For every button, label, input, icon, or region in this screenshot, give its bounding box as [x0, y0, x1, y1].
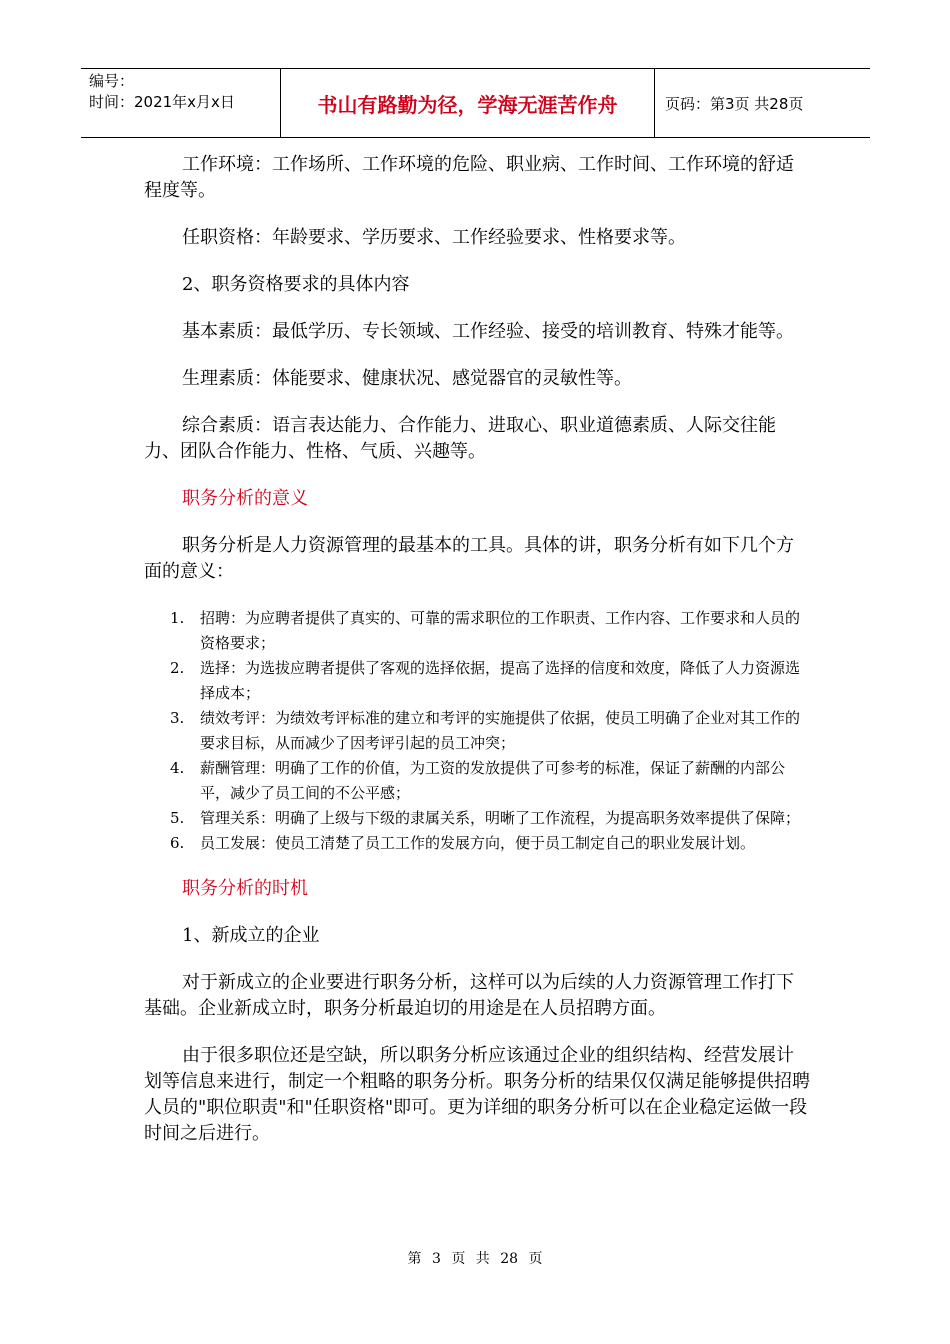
list-item: [144, 806, 810, 831]
page-label: 页码：第3页 共28页: [665, 94, 804, 113]
list-text: 员工发展：使员工清楚了员工工作的发展方向，便于员工制定自己的职业发展计划。: [200, 834, 756, 852]
list-text: 绩效考评：为绩效考评标准的建立和考评的实施提供了依据，使员工明确了企业对其工作的要求目标，从而减少了因考评引起的员工冲突；: [200, 709, 801, 752]
document-body: [144, 152, 810, 1168]
list-number: 6.: [170, 834, 185, 852]
list-text: 选择：为选拔应聘者提供了客观的选择依据，提高了选择的信度和效度，降低了人力资源选择成本；: [200, 659, 801, 702]
paragraph: 任职资格：年龄要求、学历要求、工作经验要求、性格要求等。: [182, 227, 686, 248]
list-number: 2.: [170, 659, 185, 677]
paragraph: 职务分析是人力资源管理的最基本的工具。具体的讲，职务分析有如下几个方面的意义：: [144, 535, 794, 582]
list-number: 5.: [170, 809, 185, 827]
footer-page-number: 3: [431, 1251, 441, 1267]
list-item: [144, 706, 810, 756]
header-left-cell: [81, 69, 281, 137]
footer-text: 共: [475, 1251, 490, 1267]
section-heading: 职务分析的意义: [182, 488, 308, 509]
list-number: 1.: [170, 609, 185, 627]
paragraph: 工作环境：工作场所、工作环境的危险、职业病、工作时间、工作环境的舒适程度等。: [144, 154, 794, 201]
header-table: [81, 68, 870, 138]
footer-text: 页: [528, 1251, 543, 1267]
paragraph: 2、职务资格要求的具体内容: [182, 274, 410, 295]
footer-text: 页: [451, 1251, 466, 1267]
paragraph: 对于新成立的企业要进行职务分析，这样可以为后续的人力资源管理工作打下基础。企业新成立时，职务分析最迫切的用途是在人员招聘方面。: [144, 972, 794, 1019]
list-text: 薪酬管理：明确了工作的价值，为工资的发放提供了可参考的标准，保证了薪酬的内部公平，减少了员工间的不公平感；: [200, 759, 786, 802]
significance-list: [144, 606, 810, 856]
list-item: [144, 831, 810, 856]
footer-text: 第: [407, 1251, 422, 1267]
time-label: 时间：2021年x月x日: [89, 93, 235, 111]
paragraph: 生理素质：体能要求、健康状况、感觉器官的灵敏性等。: [182, 368, 632, 389]
list-text: 管理关系：明确了上级与下级的隶属关系，明晰了工作流程，为提高职务效率提供了保障；: [200, 809, 801, 827]
motto: 书山有路勤为径，学海无涯苦作舟: [281, 69, 655, 137]
section-heading: 职务分析的时机: [182, 878, 308, 899]
page-footer: [0, 1248, 950, 1268]
paragraph: 1、新成立的企业: [182, 925, 320, 946]
list-number: 4.: [170, 759, 185, 777]
list-item: [144, 756, 810, 806]
list-item: [144, 656, 810, 706]
list-text: 招聘：为应聘者提供了真实的、可靠的需求职位的工作职责、工作内容、工作要求和人员的资格要求；: [200, 609, 801, 652]
footer-total-pages: 28: [500, 1251, 519, 1267]
paragraph: 由于很多职位还是空缺，所以职务分析应该通过企业的组织结构、经营发展计划等信息来进行，制定一个粗略的职务分析。职务分析的结果仅仅满足能够提供招聘人员的"职位职责"和"任职资格"即可。更为详细的职务分析可以在企业稳定运做一段时间之后进行。: [144, 1045, 810, 1144]
number-label: 编号：: [89, 72, 135, 90]
list-number: 3.: [170, 709, 185, 727]
list-item: [144, 606, 810, 656]
paragraph: 基本素质：最低学历、专长领域、工作经验、接受的培训教育、特殊才能等。: [182, 321, 794, 342]
paragraph: 综合素质：语言表达能力、合作能力、进取心、职业道德素质、人际交往能力、团队合作能力、性格、气质、兴趣等。: [144, 415, 776, 462]
